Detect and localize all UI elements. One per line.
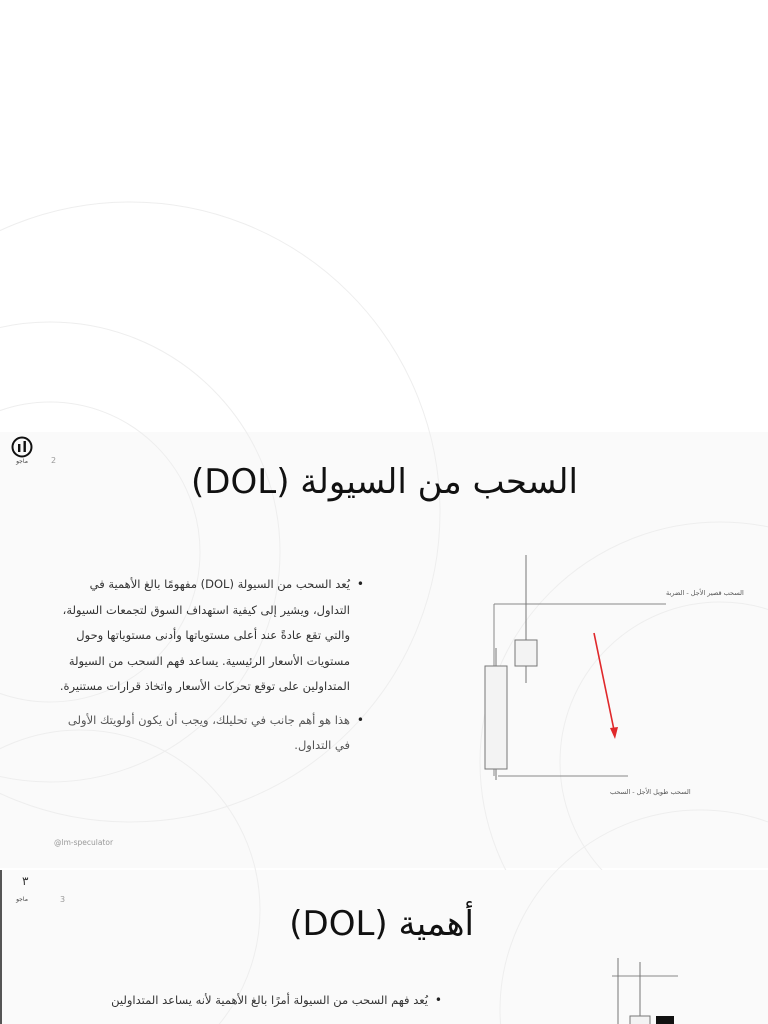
bullet-list	[54, 572, 364, 759]
long-term-label: السحب طويل الأجل - السحب	[610, 788, 691, 796]
logo	[10, 436, 34, 466]
page-number: 2	[51, 456, 57, 465]
bullet-list	[22, 988, 442, 1014]
slide-title: السحب من السيولة (DOL)	[191, 462, 578, 502]
liquidity-diagram	[470, 550, 744, 800]
slide-edge-mark	[0, 870, 2, 1024]
logo-text: ماجو	[16, 458, 28, 465]
candle-body	[515, 640, 537, 666]
logo-text: ماجو	[16, 896, 28, 903]
bullet-item: • يُعد فهم السحب من السيولة أمرًا بالغ الأهمية لأنه يساعد المتداولين	[22, 988, 442, 1014]
down-arrow-icon	[594, 633, 614, 730]
bullet-item: • هذا هو أهم جانب في تحليلك، ويجب أن يكون أولويتك الأولى في التداول.	[54, 708, 364, 759]
bullet-item: • يُعد السحب من السيولة (DOL) مفهومًا بالغ الأهمية في التداول، ويشير إلى كيفية استهداف السوق لتجمعات السيولة، والتي تقع عادةً عند أعلى مستوياتها وأدنى مستوياتها وحول مستويات الأسعار الرئيسية. يساعد فهم السحب من السيولة المتداولين على توقع تحركات الأسعار واتخاذ قرارات مستنيرة.	[54, 572, 364, 700]
logo	[10, 896, 34, 904]
arrow-head	[610, 727, 618, 739]
diagram-partial	[606, 958, 686, 1024]
slide-1	[0, 432, 768, 868]
author-handle: @lm-speculator	[54, 838, 114, 847]
page-number: 3	[60, 895, 66, 904]
arabic-page-mark: ٣	[22, 874, 29, 888]
logo-icon	[11, 436, 33, 458]
slide-title: أهمية (DOL)	[289, 904, 474, 944]
slide-2	[0, 870, 768, 1024]
short-term-label: السحب قصير الأجل - الضربة	[666, 589, 744, 597]
candle-body	[485, 666, 507, 769]
